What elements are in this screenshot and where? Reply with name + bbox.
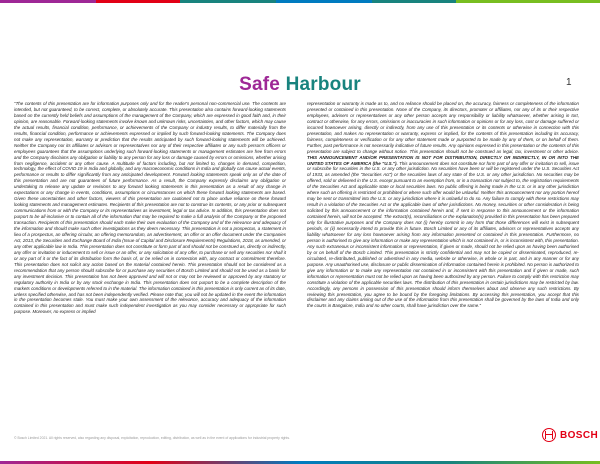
disclaimer-right-part-2: This announcement does not constitute nor form part of any offer or invitation to sell, issue or subscribe for securities in the U.S. or any other jurisdiction. No securities have been or will be registered under the U.S. Securities Act of 1933, as amended (the "Securities Act") or the securities laws of any state of the U.S. or any other jurisdiction. No securities may be offered, sold or delivered in the U.S. except pursuant to an exemption from, or in a transaction not subject to, the registration requirements of the Securities Act and applicable state or local securities laws. No public offering is being made in the U.S. or in any other jurisdiction where such an offering is restricted or prohibited or where such offer would be unlawful. Neither this announcement nor any portion hereof may be sent or transmitted into the U.S. or any jurisdiction where it is unlawful to do so. Any failure to comply with these restrictions may result in a violation of the Securities Act or the applicable laws of other jurisdictions. No money, securities or other consideration is being solicited by this announcement or the information contained herein and, if sent in response to this announcement or the information contained herein, will not be accepted. The extract(s), reconciliations or the explanation(s) provided in this presentation has been prepared only for illustrative purposes and the Company does not (i) hereby commit in any form that those differences will exist in subsequent periods, or (ii) necessarily intend to provide this in future. Bosch Limited or any of its affiliates, advisors or representatives accepts any liability whatsoever for any loss howsoever arising from any information presented or contained in this presentation. Furthermore, no person is authorised to give any information or make any representation which is not contained in, or is inconsistent with, this presentation. Any such extraneous or inconsistent information or representation, if given or made, should not be relied upon as having been authorised by or on behalf of the Bosch Limited. This presentation is strictly confidential and may not be copied or disseminated, reproduced, re-circulated, re-distributed, published or advertised in any media, website or otherwise, in whole or in part, and in any manner or for any purpose. Any unauthorised use, disclosure or public dissemination of information contained herein is prohibited. No person is authorized to give any information or to make any representation not contained in or inconsistent with this presentation and if given or made, such information or representation must not be relied upon as having been authorized by any person. Failure to comply with this restriction may constitute a violation of the applicable securities laws. The distribution of this presentation in certain jurisdictions may be restricted by law. Accordingly, any persons in possession of this presentation should inform themselves about and observe any such restrictions. By reviewing this presentation, you agree to be bound by the foregoing limitations. By accessing this presentation, you accept that this disclaimer and any claims arising out of the use of the information from this presentation shall be governed by the laws of India and only the courts in Bangalore, India and no other courts, shall have jurisdiction over the same." [307, 160, 579, 309]
page-title [0, 74, 600, 96]
title-word-safe: Safe [239, 74, 281, 95]
bosch-logo [542, 428, 598, 442]
bosch-armature-icon [542, 428, 556, 442]
top-color-band [0, 0, 600, 3]
disclaimer-us-notice: THIS ANNOUNCEMENT AND/OR PRESENTATION IS NOT FOR DISTRIBUTION, DIRECTLY OR INDIRECTLY, IN OR INTO THE UNITED STATES OF AMERICA (the "U.S."). [307, 154, 579, 166]
bosch-logo-text: BOSCH [560, 429, 599, 441]
title-word-harbour: Harbour [285, 74, 361, 95]
disclaimer-right-column [307, 101, 579, 309]
disclaimer-left-column: "The contents of this presentation are for information purposes only and for the reader's personal non-commercial use. The contents are intended, but not guaranteed, to be correct, complete, or absolutely accurate. This presentation also contains forward-looking statements based on the currently held beliefs and assumptions of the management of the Company, which are expressed in good faith and, in their opinion, are reasonable. Forward-looking statements involve known and unknown risks, uncertainties, and other factors, which may cause the actual results, financial condition, performance, or achievements of the Company or industry results, to differ materially from the results, financial condition, performance or achievements expressed or implied by such forward-looking statements. The Company does not make any representation, warranty or prediction that the results anticipated by such forward-looking statements will be achieved. Neither the Company nor its affiliates or advisors or representatives nor any of their respective affiliates or any such person's officers or employees guarantees that the assumptions underlying such forward-looking statements or management estimates are free from errors and the Company disclaims any obligation or liability to any person for any loss or damage caused by errors or omissions, whether arising from negligence, accident or any other cause. A multitude of factors including, but not limited to, changes in demand, competition, technology, the effect of COVID 19 in India and globally, and any macroeconomic conditions in India and globally can cause actual events, performance or results to differ significantly from any anticipated development. Forward looking statements speak only as of the date of this presentation and are not guarantees of future performance. As a result, the Company expressly disclaims any obligation or undertaking to release any update or revisions to any forward looking statements in this presentation as a result of any change in expectations or any change in events, conditions, assumptions or circumstances on which these forward looking statements are based. Given these uncertainties and other factors, viewers of this presentation are cautioned not to place undue reliance on these forward looking statements and management estimates. Recipients of this presentation are not to construe its contents, or any prior or subsequent communications from or with the Company or its representatives as investment, legal or tax advice. In addition, this presentation does not purport to be all-inclusive or to contain all of the information that may be required to make a full analysis of the Company or the proposed transaction. Recipients of this presentation should each make their own evaluation of the Company and of the relevance and adequacy of the information and should make such other investigations as they deem necessary. This presentation is not a prospectus, a statement in lieu of a prospectus, an offering circular, an offering memorandum, an advertisement, an offer or an offer document under the Companies Act, 2013, the Securities and Exchange Board of India (Issue of Capital and Disclosure Requirements) Regulations, 2018, as amended, or any other applicable law in India. This presentation does not constitute or form part of and should not be construed as, directly or indirectly, any offer or invitation or inducement to sell or issue or an offer, or any solicitation of any offer, to purchase or sell any securities nor shall it or any part of it or the fact of its distribution form the basis of, or be relied on in connection with, any contract or commitment therefore. This presentation does not solicit any action based on the material contained herein. This presentation should not be considered as a recommendation that any person should subscribe for or purchase any securities of Bosch Limited and should not be used as a basis for any investment decision. This presentation has not been approved and will not or may not be reviewed or approved by any statutory or regulatory authority in India or by any stock exchange in India. This presentation does not purport to be a complete description of the markets conditions or developments referred to in the material. The information contained in this presentation is only current as of its date, unless specified otherwise, and has not been independently verified. Please note that, you will not be updated in the event the information in the presentation becomes stale. You must make your own assessment of the relevance, accuracy and adequacy of the information contained in this presentation and must make such independent investigation as you may consider necessary or appropriate for such purpose. Moreover, no express or implied [14, 101, 286, 315]
copyright-notice: © Bosch Limited 2021. All rights reserved, also regarding any disposal, exploitation, reproduction, editing, distribution, as well as in the event of applications for industrial property rights. [14, 436, 290, 440]
disclaimer-right-part-1: representation or warranty is made as to, and no reliance should be placed on, the accuracy, fairness or completeness of the information presented or contained in this presentation. None of the Company, its directors, promoter or affiliates, nor any of its or their respective employees, advisers or representatives or any other person accepts any responsibility or liability whatsoever, whether arising in tort, contract or otherwise, for any errors, omissions or inaccuracies in such information or opinions or for any loss, cost or damage suffered or incurred howsoever arising, directly or indirectly, from any use of this presentation or its contents or otherwise in connection with this presentation, and makes no representation or warranty, express or implied, for the contents of this presentation including its accuracy, fairness, completeness or verification or for any other statement made or purported to be made by any of them, or on behalf of them. Further, past performance is not necessarily indicative of future results. Any opinions expressed in this presentation or the contents of this presentation are subject to change without notice. This presentation should not be construed as legal, tax, investment or other advice. [307, 101, 579, 154]
page-number: 1 [566, 77, 572, 88]
